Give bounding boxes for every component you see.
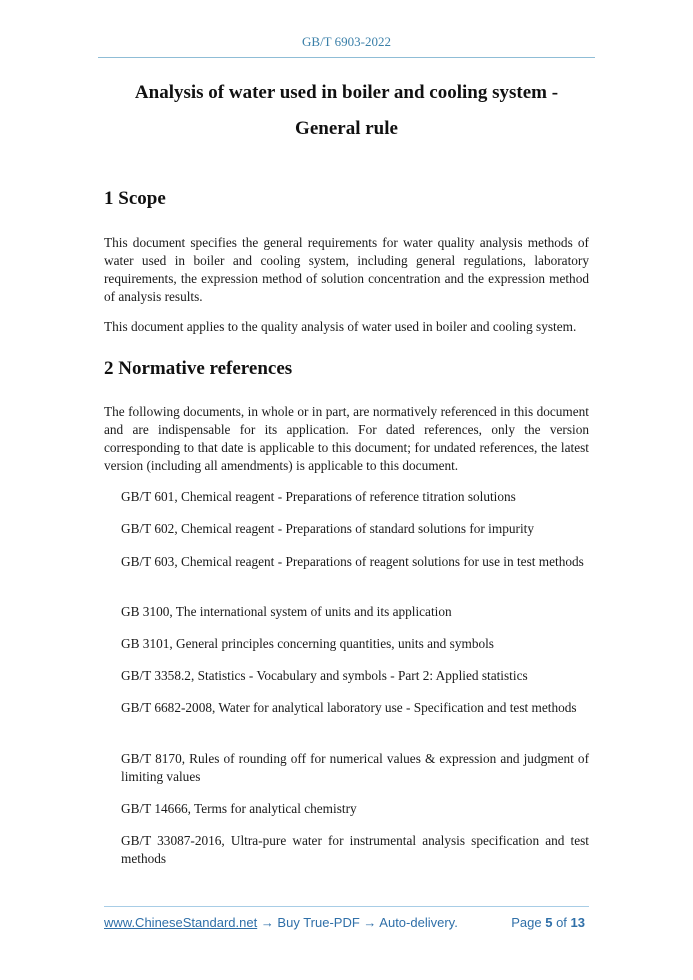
scope-paragraph-1: This document specifies the general requirements for water quality analysis methods of water used in boiler and cooling system, including general regulations, laboratory requirements, the expression method of solution concentration and the expression method of analysis results. <box>104 235 589 304</box>
page-indicator <box>511 915 585 930</box>
reference-item: GB/T 33087-2016, Ultra-pure water for instrumental analysis specification and test methods <box>121 833 589 866</box>
scope-paragraph-2: This document applies to the quality analysis of water used in boiler and cooling system. <box>104 319 577 334</box>
document-title-line-2: General rule <box>295 118 398 139</box>
reference-item: GB 3101, General principles concerning quantities, units and symbols <box>121 636 494 651</box>
current-page-number: 5 <box>545 915 553 930</box>
page-footer <box>104 915 589 930</box>
reference-item: GB/T 14666, Terms for analytical chemistry <box>121 801 357 816</box>
reference-item: GB/T 601, Chemical reagent - Preparations of reference titration solutions <box>121 489 516 504</box>
normative-references-intro: The following documents, in whole or in part, are normatively referenced in this document and are indispensable for its application. For dated references, only the version corresponding to that date is applicable to this document; for undated references, the latest version (including all amendments) is applicable to this document. <box>104 404 589 473</box>
reference-item: GB/T 602, Chemical reagent - Preparations of standard solutions for impurity <box>121 521 534 536</box>
reference-item: GB 3100, The international system of units and its application <box>121 604 452 619</box>
reference-item: GB/T 6682-2008, Water for analytical laboratory use - Specification and test methods <box>121 700 577 715</box>
footer-divider <box>104 906 589 907</box>
page-of-label: of <box>556 915 567 930</box>
reference-item: GB/T 603, Chemical reagent - Preparations of reagent solutions for use in test methods <box>121 554 584 569</box>
section-heading-normative-references: 2 Normative references <box>104 358 293 379</box>
document-title-line-1: Analysis of water used in boiler and cooling system - <box>134 82 559 103</box>
document-code-header: GB/T 6903-2022 <box>302 34 391 49</box>
footer-tagline: → Buy True-PDF → Auto-delivery. <box>257 915 458 930</box>
header-divider <box>98 57 595 58</box>
reference-item: GB/T 3358.2, Statistics - Vocabulary and symbols - Part 2: Applied statistics <box>121 668 528 683</box>
section-heading-scope: 1 Scope <box>104 188 166 209</box>
page-label: Page <box>511 915 542 930</box>
chinesestandard-link[interactable]: www.ChineseStandard.net <box>104 915 258 930</box>
total-pages-number: 13 <box>570 915 585 930</box>
reference-item: GB/T 8170, Rules of rounding off for numerical values & expression and judgment of limiting values <box>121 751 589 784</box>
